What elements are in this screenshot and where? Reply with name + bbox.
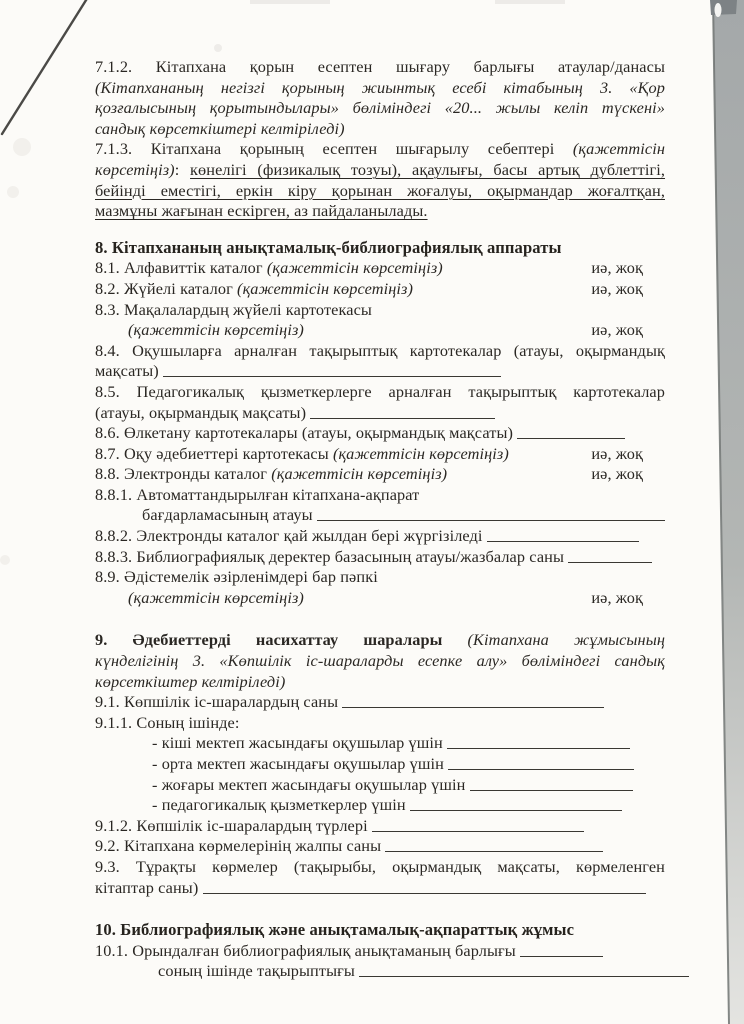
- section-9-heading-line1: [95, 630, 665, 651]
- item-8-8-3-blank-field: [568, 549, 652, 563]
- scan-smudge-1: [13, 138, 31, 156]
- page-edge-notch: [715, 3, 722, 17]
- section-9-note2: күнделігінің 3. «Көпшілік іс-шараларды есепке алу» бөліміндегі сандық: [95, 651, 665, 671]
- item-d4-blank-field: [410, 797, 622, 811]
- form-item-9-3: [95, 857, 665, 898]
- item-8-8-1-text: бағдарламасының атауы: [142, 505, 317, 525]
- item-8-4-line1: 8.4. Оқушыларға арналған тақырыптық картотекалар (атауы, оқырмандық: [95, 340, 665, 360]
- form-item-9-1-2: [95, 816, 665, 837]
- item-8-7-answer: иә, жоқ: [591, 443, 643, 463]
- item-8-1-text: 8.1. Алфавиттік каталог: [95, 258, 267, 278]
- para-7-1-3-line1: [95, 139, 665, 160]
- para-7-1-3-italic: (қажеттісін: [572, 139, 665, 159]
- form-item-8-5: [95, 382, 665, 423]
- item-8-9-note: (қажеттісін көрсетіңіз): [128, 587, 304, 607]
- form-item-8-4: [95, 341, 665, 382]
- para-7-1-2-line1: 7.1.2. Кітапхана қорын есептен шығару барлығы атаулар/данасы: [95, 57, 665, 76]
- form-item-10-1: [95, 941, 665, 962]
- form-item-9-1-1-d1: [95, 733, 665, 754]
- item-8-8-text: 8.8. Электронды каталог: [95, 464, 272, 484]
- item-8-5-line2: [95, 403, 665, 424]
- page-edge-top-cap: [710, 0, 737, 15]
- item-9-3-blank-field: [203, 880, 646, 894]
- scan-top-streak-1: [250, 0, 330, 4]
- form-item-8-7: [95, 444, 665, 465]
- item-8-8-3-text: 8.8.3. Библиографиялық деректер базасының атауы/жазбалар саны: [95, 546, 569, 566]
- scan-smudge-3: [214, 44, 222, 52]
- item-10-1-blank-field: [520, 943, 603, 957]
- para-7-1-2: [95, 57, 665, 139]
- item-8-8-answer: иә, жоқ: [591, 464, 643, 484]
- page-edge-line: [713, 0, 729, 1024]
- para-7-1-2-line3: қозғалысының қорытындылары» бөліміндегі «20... жылы келіп түскені»: [95, 98, 665, 118]
- form-item-8-8: [95, 464, 665, 485]
- item-9-1-text: 9.1. Көпшілік іс-шаралардың саны: [95, 692, 343, 712]
- item-8-5-line1: 8.5. Педагогикалық қызметкерлерге арналған тақырыптық картотекалар: [95, 381, 665, 401]
- para-7-1-2-line2: (Кітапхананың негізгі қорының жиынтық есебі кітабының 3. «Қор: [95, 77, 665, 97]
- item-8-2-note: (қажеттісін көрсетіңіз): [237, 278, 413, 298]
- para-7-1-3-underlined3: мазмұны жағынан ескірген, аз пайдаланылады.: [95, 201, 428, 221]
- item-9-1-blank-field: [342, 694, 604, 708]
- scan-smudge-4: [0, 555, 10, 565]
- scan-smudge-2: [7, 186, 19, 198]
- form-item-9-1-1: 9.1.1. Соның ішінде:: [95, 712, 240, 732]
- item-8-4-line2: [95, 361, 665, 382]
- item-8-7-note: (қажеттісін көрсетіңіз): [332, 443, 509, 463]
- para-7-1-3-line2: [95, 160, 665, 181]
- item-8-2-label: [95, 279, 413, 300]
- para-7-1-3-colon: :: [174, 159, 191, 179]
- para-7-1-3: [95, 139, 665, 221]
- form-item-9-1-1-d3: [95, 775, 665, 796]
- item-9-1-2-text: 9.1.2. Көпшілік іс-шаралардың түрлері: [95, 815, 372, 835]
- form-item-10-1b: [95, 961, 665, 982]
- item-8-1-label: [95, 258, 443, 279]
- item-8-3-note: (қажеттісін көрсетіңіз): [128, 320, 304, 340]
- item-8-1-note: (қажеттісін көрсетіңіз): [266, 258, 443, 278]
- item-8-9-answer: иә, жоқ: [591, 587, 643, 607]
- item-9-2-blank-field: [385, 838, 603, 852]
- para-7-1-3-text: 7.1.3. Кітапхана қорының есептен шығарылу себептері: [95, 139, 573, 159]
- item-8-4-text: мақсаты): [95, 361, 164, 381]
- section-9-note1: (Кітапхана жұмысының: [467, 630, 666, 650]
- form-item-8-1: [95, 258, 665, 279]
- form-item-8-6: [95, 423, 665, 444]
- form-item-9-1-1-d4: [95, 795, 665, 816]
- item-d3-blank-field: [470, 777, 633, 791]
- item-8-2-answer: иә, жоқ: [591, 278, 643, 298]
- item-8-8-1-blank-field: [317, 507, 665, 521]
- form-item-8-8-2: [95, 526, 665, 547]
- form-item-8-9: 8.9. Әдістемелік әзірленімдері бар пәпкі: [95, 567, 378, 587]
- para-7-1-3-underlined1: көнелігі (физикалық тозуы), ақаулығы, басы артық дублеттігі,: [190, 159, 666, 179]
- form-item-8-8-3: [95, 547, 665, 568]
- form-item-9-1-1-d2: [95, 754, 665, 775]
- form-item-8-8-1b: [95, 505, 665, 526]
- form-item-8-3b: [95, 320, 665, 341]
- scan-top-streak-2: [495, 0, 565, 4]
- item-d2-text: - орта мектеп жасындағы оқушылар үшін: [152, 754, 449, 773]
- form-item-8-9b: [95, 588, 665, 609]
- page-edge-shadow: [713, 0, 744, 1024]
- item-10-1b-text: соның ішінде тақырыптығы: [158, 961, 360, 981]
- item-8-7-label: [95, 444, 509, 465]
- document-body: [95, 57, 665, 982]
- item-d4-text: - педагогикалық қызметкерлер үшін: [152, 795, 410, 815]
- item-9-2-text: 9.2. Кітапхана көрмелерінің жалпы саны: [95, 836, 386, 856]
- item-9-3-text: кітаптар саны): [95, 877, 203, 897]
- para-7-1-3-underlined2: бейінді еместігі, еркін кіру қорынан жоғалуы, оқырмандар жоғалтқан,: [95, 180, 665, 200]
- form-item-9-1: [95, 692, 665, 713]
- item-9-3-line1: 9.3. Тұрақты көрмелер (тақырыбы, оқырмандық мақсаты, көрмеленген: [95, 856, 665, 876]
- section-9-heading: [95, 630, 665, 692]
- section-9-title: 9. Әдебиеттерді насихаттау шаралары: [95, 630, 468, 650]
- item-8-5-text: (атауы, оқырмандық мақсаты): [95, 402, 311, 422]
- form-item-9-2: [95, 836, 665, 857]
- item-9-3-line2: [95, 878, 665, 899]
- item-d2-blank-field: [448, 756, 634, 770]
- item-8-2-text: 8.2. Жүйелі каталог: [95, 278, 238, 298]
- form-item-8-3: 8.3. Мақалалардың жүйелі картотекасы: [95, 299, 372, 319]
- item-8-8-2-text: 8.8.2. Электронды каталог қай жылдан бері жүргізіледі: [95, 526, 487, 546]
- item-8-7-text: 8.7. Оқу әдебиеттері картотекасы: [95, 443, 333, 463]
- item-8-8-2-blank-field: [487, 528, 639, 542]
- para-7-1-2-line4: сандық көрсеткіштері келтіріледі): [95, 118, 345, 138]
- item-d3-text: - жоғары мектеп жасындағы оқушылар үшін: [152, 774, 470, 794]
- form-item-8-8-1: 8.8.1. Автоматтандырылған кітапхана-ақпарат: [95, 484, 420, 504]
- form-item-8-2: [95, 279, 665, 300]
- para-7-1-3-italic2: көрсетіңіз): [95, 159, 175, 179]
- item-8-1-answer: иә, жоқ: [591, 258, 643, 278]
- item-8-4-blank-field: [163, 363, 501, 377]
- item-10-1b-blank-field: [359, 963, 689, 977]
- item-8-8-note: (қажеттісін көрсетіңіз): [271, 464, 448, 484]
- item-d1-text: - кіші мектеп жасындағы оқушылар үшін: [152, 733, 447, 753]
- item-8-6-blank-field: [517, 425, 625, 439]
- section-10-title: 10. Библиографиялық және анықтамалық-ақпараттық жұмыс: [95, 920, 575, 940]
- item-10-1-text: 10.1. Орындалған библиографиялық анықтаманың барлығы: [95, 940, 521, 960]
- section-9-note3: көрсеткіштер келтіріледі): [95, 671, 286, 691]
- item-8-5-blank-field: [310, 405, 495, 419]
- item-9-1-2-blank-field: [372, 818, 584, 832]
- scan-corner-line: [2, 0, 88, 134]
- item-8-6-text: 8.6. Өлкетану картотекалары (атауы, оқырмандық мақсаты): [95, 423, 518, 443]
- item-8-3-answer: иә, жоқ: [591, 320, 643, 340]
- item-d1-blank-field: [447, 735, 630, 749]
- section-8-title: 8. Кітапхананың анықтамалық-библиографиялық аппараты: [95, 237, 562, 257]
- item-8-8-label: [95, 464, 447, 485]
